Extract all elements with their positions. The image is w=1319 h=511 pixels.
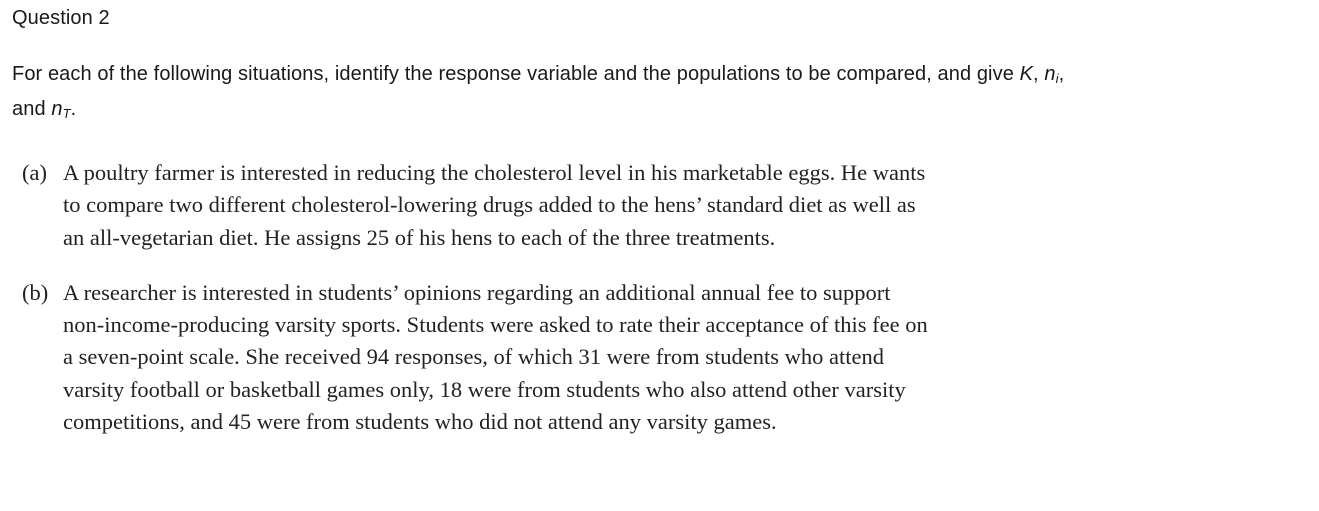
part-line: varsity football or basketball games only, 18 were from students who also attend other varsity [63,376,906,402]
part-line: A researcher is interested in students’ opinions regarding an additional annual fee to support [63,279,891,305]
part-label: (a) [22,160,47,185]
var-n-T: $n_T$ [51,98,71,121]
part-line: A poultry farmer is interested in reducing the cholesterol level in his marketable eggs. He wants [63,160,926,185]
question-title: Question 2 [12,7,110,29]
instructions-text: and [12,98,52,120]
instructions-separator: , [1058,63,1065,85]
part-b [22,277,1122,438]
part-line: a seven-point scale. She received 94 responses, of which 31 were from students who attend [63,344,885,370]
part-line: an all-vegetarian diet. He assigns 25 of his hens to each of the three treatments. [63,224,776,250]
part-line: to compare two different cholesterol-lowering drugs added to the hens’ standard diet as well as [63,192,916,218]
question-instructions [12,59,1307,129]
part-text [63,277,1122,438]
part-text [63,157,1122,254]
var-n-i: $n_i$ [1044,63,1059,86]
part-line: non-income-producing varsity sports. Students were asked to rate their acceptance of this fee on [63,312,928,338]
instructions-separator: , [1033,63,1045,85]
question-parts [22,157,1122,438]
var-K: K [1019,63,1034,85]
part-line: competitions, and 45 were from students who did not attend any varsity games. [63,409,777,435]
part-label: (b) [22,279,49,305]
instructions-end: . [70,98,77,120]
instructions-text: For each of the following situations, identify the response variable and the populations to be compared, and give [12,63,1020,85]
part-a [22,157,1122,254]
